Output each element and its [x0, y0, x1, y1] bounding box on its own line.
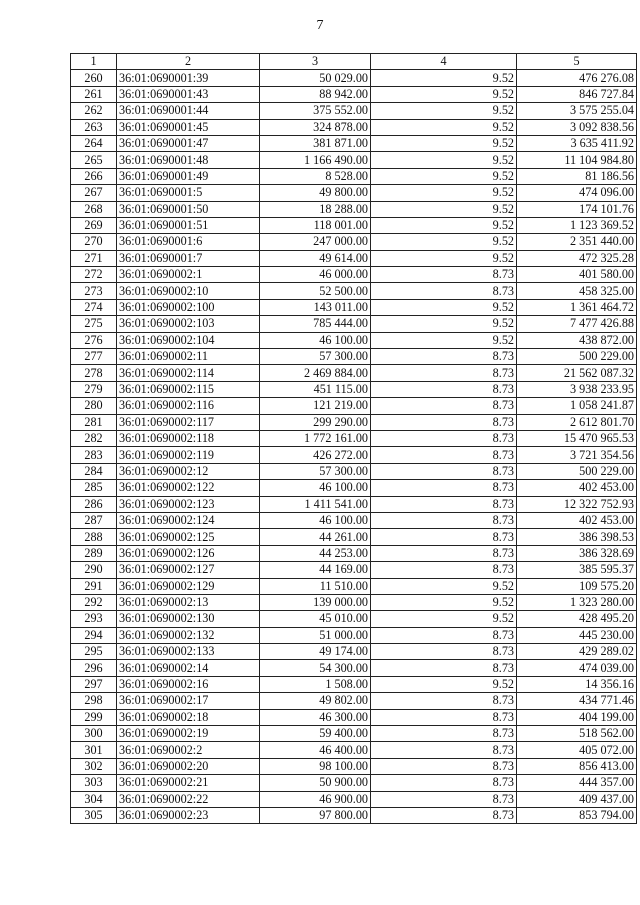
area-value-cell: 8 528.00	[260, 168, 371, 184]
area-value-cell: 54 300.00	[260, 660, 371, 676]
area-value-cell: 52 500.00	[260, 283, 371, 299]
area-value-cell: 49 174.00	[260, 644, 371, 660]
cadastral-number-cell: 36:01:0690001:43	[117, 86, 260, 102]
cadastral-value-cell: 1 123 369.52	[517, 217, 637, 233]
column-header-5: 5	[517, 54, 637, 70]
row-number-cell: 294	[71, 627, 117, 643]
cadastral-number-cell: 36:01:0690002:22	[117, 791, 260, 807]
table-row	[71, 234, 637, 250]
table-row	[71, 463, 637, 479]
row-number-cell: 297	[71, 676, 117, 692]
cadastral-number-cell: 36:01:0690002:104	[117, 332, 260, 348]
cadastral-number-cell: 36:01:0690001:5	[117, 185, 260, 201]
table-row	[71, 119, 637, 135]
table-row	[71, 807, 637, 823]
area-value-cell: 44 253.00	[260, 545, 371, 561]
area-value-cell: 785 444.00	[260, 316, 371, 332]
row-number-cell: 270	[71, 234, 117, 250]
table-row	[71, 742, 637, 758]
rate-value-cell: 9.52	[371, 201, 517, 217]
table-row	[71, 480, 637, 496]
rate-value-cell: 8.73	[371, 414, 517, 430]
row-number-cell: 272	[71, 267, 117, 283]
row-number-cell: 287	[71, 512, 117, 528]
row-number-cell: 266	[71, 168, 117, 184]
cadastral-value-cell: 3 575 255.04	[517, 103, 637, 119]
table-header-row	[71, 54, 637, 70]
table-row	[71, 185, 637, 201]
cadastral-value-cell: 21 562 087.32	[517, 365, 637, 381]
table-row	[71, 152, 637, 168]
rate-value-cell: 8.73	[371, 529, 517, 545]
area-value-cell: 88 942.00	[260, 86, 371, 102]
row-number-cell: 299	[71, 709, 117, 725]
rate-value-cell: 9.52	[371, 70, 517, 86]
cadastral-value-cell: 385 595.37	[517, 562, 637, 578]
rate-value-cell: 8.73	[371, 398, 517, 414]
cadastral-value-cell: 12 322 752.93	[517, 496, 637, 512]
cadastral-number-cell: 36:01:0690002:12	[117, 463, 260, 479]
rate-value-cell: 8.73	[371, 496, 517, 512]
table-row	[71, 676, 637, 692]
cadastral-number-cell: 36:01:0690001:48	[117, 152, 260, 168]
area-value-cell: 11 510.00	[260, 578, 371, 594]
cadastral-number-cell: 36:01:0690001:44	[117, 103, 260, 119]
rate-value-cell: 9.52	[371, 594, 517, 610]
column-header-3: 3	[260, 54, 371, 70]
cadastral-value-table	[70, 53, 637, 824]
rate-value-cell: 9.52	[371, 316, 517, 332]
area-value-cell: 97 800.00	[260, 807, 371, 823]
area-value-cell: 121 219.00	[260, 398, 371, 414]
cadastral-value-cell: 438 872.00	[517, 332, 637, 348]
rate-value-cell: 8.73	[371, 693, 517, 709]
area-value-cell: 381 871.00	[260, 135, 371, 151]
row-number-cell: 296	[71, 660, 117, 676]
cadastral-value-cell: 402 453.00	[517, 480, 637, 496]
table-row	[71, 644, 637, 660]
table-row	[71, 545, 637, 561]
rate-value-cell: 8.73	[371, 742, 517, 758]
area-value-cell: 50 029.00	[260, 70, 371, 86]
cadastral-number-cell: 36:01:0690002:16	[117, 676, 260, 692]
cadastral-value-cell: 474 096.00	[517, 185, 637, 201]
cadastral-number-cell: 36:01:0690002:14	[117, 660, 260, 676]
row-number-cell: 271	[71, 250, 117, 266]
cadastral-value-cell: 458 325.00	[517, 283, 637, 299]
rate-value-cell: 9.52	[371, 299, 517, 315]
cadastral-number-cell: 36:01:0690001:47	[117, 135, 260, 151]
cadastral-number-cell: 36:01:0690001:39	[117, 70, 260, 86]
row-number-cell: 263	[71, 119, 117, 135]
cadastral-value-cell: 109 575.20	[517, 578, 637, 594]
row-number-cell: 295	[71, 644, 117, 660]
cadastral-value-cell: 2 351 440.00	[517, 234, 637, 250]
cadastral-value-cell: 429 289.02	[517, 644, 637, 660]
cadastral-value-cell: 402 453.00	[517, 512, 637, 528]
area-value-cell: 46 100.00	[260, 512, 371, 528]
cadastral-number-cell: 36:01:0690002:2	[117, 742, 260, 758]
cadastral-number-cell: 36:01:0690002:100	[117, 299, 260, 315]
rate-value-cell: 8.73	[371, 709, 517, 725]
table-row	[71, 726, 637, 742]
area-value-cell: 44 261.00	[260, 529, 371, 545]
table-row	[71, 562, 637, 578]
cadastral-value-cell: 15 470 965.53	[517, 430, 637, 446]
row-number-cell: 284	[71, 463, 117, 479]
column-header-4: 4	[371, 54, 517, 70]
cadastral-number-cell: 36:01:0690002:119	[117, 447, 260, 463]
area-value-cell: 1 772 161.00	[260, 430, 371, 446]
area-value-cell: 49 614.00	[260, 250, 371, 266]
area-value-cell: 57 300.00	[260, 463, 371, 479]
row-number-cell: 278	[71, 365, 117, 381]
table-row	[71, 201, 637, 217]
rate-value-cell: 8.73	[371, 463, 517, 479]
table-row	[71, 283, 637, 299]
table-row	[71, 611, 637, 627]
row-number-cell: 273	[71, 283, 117, 299]
cadastral-number-cell: 36:01:0690002:13	[117, 594, 260, 610]
table-row	[71, 660, 637, 676]
table-row	[71, 791, 637, 807]
table-row	[71, 381, 637, 397]
table-row	[71, 398, 637, 414]
cadastral-value-cell: 518 562.00	[517, 726, 637, 742]
row-number-cell: 288	[71, 529, 117, 545]
row-number-cell: 282	[71, 430, 117, 446]
cadastral-value-cell: 3 635 411.92	[517, 135, 637, 151]
cadastral-number-cell: 36:01:0690001:6	[117, 234, 260, 250]
row-number-cell: 279	[71, 381, 117, 397]
row-number-cell: 289	[71, 545, 117, 561]
area-value-cell: 299 290.00	[260, 414, 371, 430]
row-number-cell: 291	[71, 578, 117, 594]
row-number-cell: 264	[71, 135, 117, 151]
cadastral-value-cell: 386 398.53	[517, 529, 637, 545]
area-value-cell: 51 000.00	[260, 627, 371, 643]
cadastral-value-cell: 500 229.00	[517, 349, 637, 365]
area-value-cell: 1 508.00	[260, 676, 371, 692]
rate-value-cell: 9.52	[371, 217, 517, 233]
row-number-cell: 265	[71, 152, 117, 168]
page-number: 7	[316, 18, 324, 33]
cadastral-number-cell: 36:01:0690002:132	[117, 627, 260, 643]
table-row	[71, 168, 637, 184]
area-value-cell: 1 166 490.00	[260, 152, 371, 168]
area-value-cell: 59 400.00	[260, 726, 371, 742]
table-row	[71, 267, 637, 283]
area-value-cell: 50 900.00	[260, 775, 371, 791]
cadastral-number-cell: 36:01:0690002:129	[117, 578, 260, 594]
table-row	[71, 693, 637, 709]
column-header-2: 2	[117, 54, 260, 70]
cadastral-number-cell: 36:01:0690001:45	[117, 119, 260, 135]
rate-value-cell: 9.52	[371, 119, 517, 135]
rate-value-cell: 8.73	[371, 267, 517, 283]
cadastral-number-cell: 36:01:0690002:103	[117, 316, 260, 332]
row-number-cell: 303	[71, 775, 117, 791]
row-number-cell: 281	[71, 414, 117, 430]
cadastral-number-cell: 36:01:0690002:115	[117, 381, 260, 397]
cadastral-value-cell: 1 323 280.00	[517, 594, 637, 610]
row-number-cell: 276	[71, 332, 117, 348]
row-number-cell: 277	[71, 349, 117, 365]
table-row	[71, 414, 637, 430]
area-value-cell: 375 552.00	[260, 103, 371, 119]
table-row	[71, 316, 637, 332]
rate-value-cell: 8.73	[371, 365, 517, 381]
rate-value-cell: 8.73	[371, 447, 517, 463]
cadastral-number-cell: 36:01:0690002:21	[117, 775, 260, 791]
area-value-cell: 44 169.00	[260, 562, 371, 578]
cadastral-value-cell: 434 771.46	[517, 693, 637, 709]
rate-value-cell: 8.73	[371, 545, 517, 561]
row-number-cell: 268	[71, 201, 117, 217]
area-value-cell: 118 001.00	[260, 217, 371, 233]
row-number-cell: 285	[71, 480, 117, 496]
row-number-cell: 290	[71, 562, 117, 578]
rate-value-cell: 9.52	[371, 86, 517, 102]
cadastral-value-cell: 3 938 233.95	[517, 381, 637, 397]
cadastral-value-cell: 401 580.00	[517, 267, 637, 283]
column-header-1: 1	[71, 54, 117, 70]
row-number-cell: 280	[71, 398, 117, 414]
rate-value-cell: 8.73	[371, 283, 517, 299]
cadastral-number-cell: 36:01:0690001:49	[117, 168, 260, 184]
cadastral-value-cell: 472 325.28	[517, 250, 637, 266]
rate-value-cell: 9.52	[371, 185, 517, 201]
table-row	[71, 627, 637, 643]
table-row	[71, 250, 637, 266]
cadastral-value-cell: 386 328.69	[517, 545, 637, 561]
cadastral-value-cell: 474 039.00	[517, 660, 637, 676]
rate-value-cell: 8.73	[371, 627, 517, 643]
table-row	[71, 529, 637, 545]
table-row	[71, 86, 637, 102]
cadastral-value-cell: 405 072.00	[517, 742, 637, 758]
rate-value-cell: 9.52	[371, 332, 517, 348]
table-row	[71, 217, 637, 233]
table-row	[71, 594, 637, 610]
table-row	[71, 135, 637, 151]
cadastral-number-cell: 36:01:0690002:117	[117, 414, 260, 430]
area-value-cell: 426 272.00	[260, 447, 371, 463]
rate-value-cell: 9.52	[371, 168, 517, 184]
table-row	[71, 430, 637, 446]
cadastral-value-cell: 428 495.20	[517, 611, 637, 627]
cadastral-number-cell: 36:01:0690002:126	[117, 545, 260, 561]
area-value-cell: 46 400.00	[260, 742, 371, 758]
table-row	[71, 365, 637, 381]
area-value-cell: 49 800.00	[260, 185, 371, 201]
cadastral-number-cell: 36:01:0690002:133	[117, 644, 260, 660]
rate-value-cell: 9.52	[371, 250, 517, 266]
cadastral-number-cell: 36:01:0690002:124	[117, 512, 260, 528]
table-row	[71, 103, 637, 119]
area-value-cell: 139 000.00	[260, 594, 371, 610]
row-number-cell: 260	[71, 70, 117, 86]
rate-value-cell: 8.73	[371, 807, 517, 823]
cadastral-number-cell: 36:01:0690002:116	[117, 398, 260, 414]
rate-value-cell: 8.73	[371, 562, 517, 578]
rate-value-cell: 9.52	[371, 611, 517, 627]
table-row	[71, 578, 637, 594]
cadastral-number-cell: 36:01:0690001:50	[117, 201, 260, 217]
cadastral-number-cell: 36:01:0690002:118	[117, 430, 260, 446]
rate-value-cell: 8.73	[371, 660, 517, 676]
cadastral-value-cell: 444 357.00	[517, 775, 637, 791]
cadastral-number-cell: 36:01:0690002:23	[117, 807, 260, 823]
rate-value-cell: 8.73	[371, 430, 517, 446]
area-value-cell: 45 010.00	[260, 611, 371, 627]
cadastral-value-cell: 404 199.00	[517, 709, 637, 725]
row-number-cell: 300	[71, 726, 117, 742]
row-number-cell: 275	[71, 316, 117, 332]
row-number-cell: 293	[71, 611, 117, 627]
area-value-cell: 57 300.00	[260, 349, 371, 365]
area-value-cell: 18 288.00	[260, 201, 371, 217]
cadastral-number-cell: 36:01:0690002:11	[117, 349, 260, 365]
table-row	[71, 349, 637, 365]
cadastral-value-cell: 2 612 801.70	[517, 414, 637, 430]
row-number-cell: 302	[71, 758, 117, 774]
area-value-cell: 247 000.00	[260, 234, 371, 250]
area-value-cell: 143 011.00	[260, 299, 371, 315]
cadastral-number-cell: 36:01:0690001:51	[117, 217, 260, 233]
area-value-cell: 49 802.00	[260, 693, 371, 709]
rate-value-cell: 9.52	[371, 676, 517, 692]
row-number-cell: 298	[71, 693, 117, 709]
cadastral-value-cell: 14 356.16	[517, 676, 637, 692]
row-number-cell: 269	[71, 217, 117, 233]
row-number-cell: 286	[71, 496, 117, 512]
table-row	[71, 496, 637, 512]
table-row	[71, 299, 637, 315]
area-value-cell: 98 100.00	[260, 758, 371, 774]
cadastral-number-cell: 36:01:0690002:130	[117, 611, 260, 627]
area-value-cell: 46 300.00	[260, 709, 371, 725]
table-body	[71, 70, 637, 824]
row-number-cell: 261	[71, 86, 117, 102]
row-number-cell: 267	[71, 185, 117, 201]
cadastral-value-cell: 846 727.84	[517, 86, 637, 102]
cadastral-value-cell: 856 413.00	[517, 758, 637, 774]
cadastral-number-cell: 36:01:0690002:20	[117, 758, 260, 774]
area-value-cell: 46 900.00	[260, 791, 371, 807]
rate-value-cell: 8.73	[371, 791, 517, 807]
cadastral-number-cell: 36:01:0690002:17	[117, 693, 260, 709]
rate-value-cell: 8.73	[371, 381, 517, 397]
rate-value-cell: 8.73	[371, 480, 517, 496]
area-value-cell: 1 411 541.00	[260, 496, 371, 512]
rate-value-cell: 9.52	[371, 578, 517, 594]
table-row	[71, 775, 637, 791]
rate-value-cell: 9.52	[371, 135, 517, 151]
area-value-cell: 46 000.00	[260, 267, 371, 283]
cadastral-number-cell: 36:01:0690002:122	[117, 480, 260, 496]
cadastral-value-cell: 11 104 984.80	[517, 152, 637, 168]
row-number-cell: 274	[71, 299, 117, 315]
rate-value-cell: 9.52	[371, 152, 517, 168]
rate-value-cell: 8.73	[371, 758, 517, 774]
area-value-cell: 46 100.00	[260, 332, 371, 348]
rate-value-cell: 8.73	[371, 512, 517, 528]
cadastral-value-cell: 853 794.00	[517, 807, 637, 823]
row-number-cell: 301	[71, 742, 117, 758]
table-row	[71, 447, 637, 463]
cadastral-value-cell: 409 437.00	[517, 791, 637, 807]
cadastral-value-cell: 81 186.56	[517, 168, 637, 184]
rate-value-cell: 8.73	[371, 775, 517, 791]
rate-value-cell: 9.52	[371, 234, 517, 250]
rate-value-cell: 8.73	[371, 349, 517, 365]
cadastral-value-cell: 174 101.76	[517, 201, 637, 217]
cadastral-value-cell: 1 058 241.87	[517, 398, 637, 414]
table-row	[71, 709, 637, 725]
cadastral-number-cell: 36:01:0690002:114	[117, 365, 260, 381]
table-row	[71, 758, 637, 774]
area-value-cell: 451 115.00	[260, 381, 371, 397]
row-number-cell: 304	[71, 791, 117, 807]
cadastral-value-cell: 1 361 464.72	[517, 299, 637, 315]
cadastral-number-cell: 36:01:0690002:1	[117, 267, 260, 283]
cadastral-number-cell: 36:01:0690002:123	[117, 496, 260, 512]
cadastral-number-cell: 36:01:0690002:125	[117, 529, 260, 545]
row-number-cell: 283	[71, 447, 117, 463]
cadastral-value-cell: 476 276.08	[517, 70, 637, 86]
row-number-cell: 292	[71, 594, 117, 610]
rate-value-cell: 8.73	[371, 644, 517, 660]
area-value-cell: 2 469 884.00	[260, 365, 371, 381]
area-value-cell: 46 100.00	[260, 480, 371, 496]
cadastral-value-cell: 3 721 354.56	[517, 447, 637, 463]
cadastral-value-cell: 445 230.00	[517, 627, 637, 643]
cadastral-number-cell: 36:01:0690002:10	[117, 283, 260, 299]
rate-value-cell: 9.52	[371, 103, 517, 119]
row-number-cell: 305	[71, 807, 117, 823]
cadastral-value-cell: 7 477 426.88	[517, 316, 637, 332]
cadastral-value-cell: 3 092 838.56	[517, 119, 637, 135]
table-row	[71, 70, 637, 86]
row-number-cell: 262	[71, 103, 117, 119]
table-row	[71, 332, 637, 348]
cadastral-number-cell: 36:01:0690002:18	[117, 709, 260, 725]
cadastral-number-cell: 36:01:0690002:19	[117, 726, 260, 742]
cadastral-number-cell: 36:01:0690001:7	[117, 250, 260, 266]
cadastral-number-cell: 36:01:0690002:127	[117, 562, 260, 578]
area-value-cell: 324 878.00	[260, 119, 371, 135]
rate-value-cell: 8.73	[371, 726, 517, 742]
cadastral-value-cell: 500 229.00	[517, 463, 637, 479]
table-row	[71, 512, 637, 528]
